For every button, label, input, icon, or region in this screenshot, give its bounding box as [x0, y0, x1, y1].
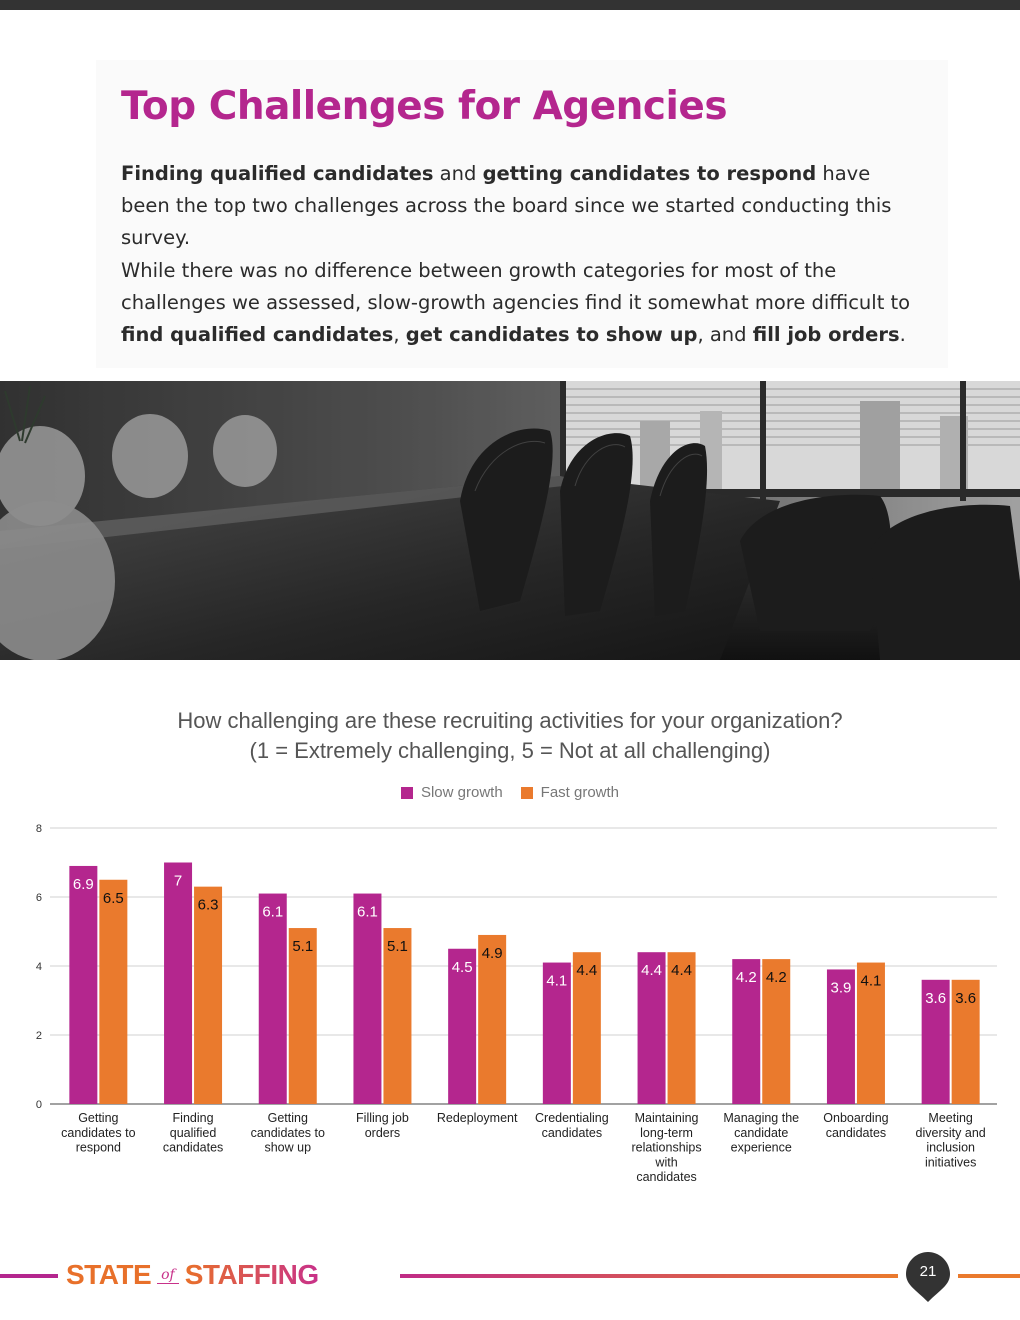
x-tick-label: inclusion — [926, 1140, 975, 1155]
footer-rule-right — [400, 1274, 898, 1278]
data-label: 4.4 — [576, 962, 598, 980]
y-tick-label: 8 — [35, 823, 42, 835]
logo-word-staffing: STAFFING — [184, 1259, 319, 1290]
x-tick-label: candidate — [734, 1125, 789, 1140]
data-label: 4.4 — [641, 962, 662, 980]
x-tick-label: candidates to — [61, 1125, 136, 1140]
legend-label-fast-growth: Fast growth — [540, 784, 620, 801]
text-run: While there was no difference between growth categories for most of the challenges we assessed, slow-growth agencies find it somewhat more difficult to — [121, 259, 911, 314]
data-label: 6.1 — [262, 903, 284, 921]
x-tick-label: Managing the — [723, 1111, 800, 1125]
x-tick-label: Redeployment — [436, 1111, 518, 1125]
state-of-staffing-logo — [66, 1259, 319, 1291]
x-tick-label: with — [655, 1155, 678, 1170]
logo-word-of: of — [157, 1267, 179, 1284]
bar-slow-growth — [259, 894, 287, 1104]
x-tick-label: Meeting — [928, 1111, 973, 1125]
x-tick-label: Finding — [172, 1111, 214, 1125]
legend-item-fast-growth — [521, 784, 619, 801]
x-tick-label: candidates — [541, 1125, 603, 1140]
footer-rule-end — [958, 1274, 1020, 1278]
chart-title-line-1: How challenging are these recruiting activities for your organization? — [177, 708, 843, 733]
x-tick-label: long-term — [640, 1125, 693, 1140]
data-label: 4.9 — [481, 944, 503, 962]
chart-legend — [0, 784, 1020, 801]
data-label: 6.5 — [102, 889, 124, 907]
legend-swatch-slow-growth — [401, 787, 413, 799]
x-tick-label: Maintaining — [634, 1111, 699, 1125]
data-label: 5.1 — [292, 938, 314, 956]
x-tick-label: candidates — [825, 1125, 887, 1140]
legend-item-slow-growth — [401, 784, 503, 801]
data-label: 4.1 — [546, 972, 568, 990]
x-tick-label: experience — [730, 1140, 792, 1155]
x-tick-label: candidates — [636, 1170, 697, 1185]
x-tick-label: respond — [75, 1140, 121, 1155]
bar-slow-growth — [69, 866, 97, 1104]
intro-paragraph-2 — [121, 255, 921, 351]
x-tick-label: Credentialing — [535, 1111, 609, 1125]
bar-fast-growth — [99, 880, 127, 1104]
x-tick-label: initiatives — [924, 1155, 977, 1170]
y-tick-label: 4 — [35, 961, 42, 973]
x-tick-label: show up — [264, 1140, 312, 1155]
bar-chart — [0, 812, 1020, 1202]
text-run: and — [433, 162, 483, 185]
data-label: 4.5 — [451, 958, 473, 976]
legend-swatch-fast-growth — [521, 787, 533, 799]
data-label: 6.3 — [197, 896, 219, 914]
x-tick-label: candidates to — [250, 1125, 325, 1140]
data-label: 4.2 — [765, 969, 787, 987]
legend-label-slow-growth: Slow growth — [420, 784, 503, 801]
logo-word-state: STATE — [66, 1259, 152, 1290]
x-tick-label: Filling job — [356, 1111, 409, 1125]
y-tick-label: 0 — [35, 1099, 42, 1111]
bold-phrase: fill job orders — [752, 323, 900, 346]
x-tick-label: qualified — [169, 1125, 217, 1140]
x-tick-label: Getting — [267, 1111, 308, 1125]
x-tick-label: Onboarding — [823, 1111, 889, 1125]
page-number: 21 — [919, 1263, 937, 1280]
x-tick-label: diversity and — [915, 1125, 986, 1140]
page-title: Top Challenges for Agencies — [121, 84, 728, 129]
chart-title — [0, 706, 1020, 766]
x-tick-label: orders — [364, 1125, 401, 1140]
bold-phrase: get candidates to show up — [405, 323, 698, 346]
data-label: 6.1 — [357, 903, 378, 921]
x-tick-label: candidates — [162, 1140, 224, 1155]
data-label: 3.9 — [830, 979, 852, 997]
bar-fast-growth — [194, 887, 222, 1104]
text-run: have been the top two challenges across the board since we started conducting this survey. — [121, 162, 892, 249]
bar-slow-growth — [353, 894, 381, 1104]
data-label: 4.4 — [671, 962, 692, 980]
y-tick-label: 2 — [35, 1030, 42, 1042]
top-bar — [0, 0, 1020, 10]
x-tick-label: relationships — [631, 1140, 702, 1155]
bold-phrase: getting candidates to respond — [482, 162, 817, 185]
data-label: 7 — [173, 872, 183, 890]
data-label: 3.6 — [925, 989, 947, 1007]
intro-paragraph-1 — [121, 158, 921, 254]
data-label: 6.9 — [72, 875, 94, 893]
footer-rule-left — [0, 1274, 58, 1278]
bar-slow-growth — [164, 863, 192, 1105]
data-label: 4.1 — [860, 972, 882, 990]
chart-title-line-2: (1 = Extremely challenging, 5 = Not at all challenging) — [249, 738, 771, 763]
bold-phrase: find qualified candidates — [121, 323, 394, 346]
conference-room-photo — [0, 381, 1020, 660]
y-tick-label: 6 — [35, 892, 42, 904]
text-run: , — [393, 323, 406, 346]
data-label: 3.6 — [955, 989, 977, 1007]
bold-phrase: Finding qualified candidates — [121, 162, 434, 185]
data-label: 4.2 — [735, 969, 757, 987]
data-label: 5.1 — [387, 938, 408, 956]
text-run: , and — [697, 323, 753, 346]
x-tick-label: Getting — [78, 1111, 119, 1125]
text-run: . — [899, 323, 906, 346]
